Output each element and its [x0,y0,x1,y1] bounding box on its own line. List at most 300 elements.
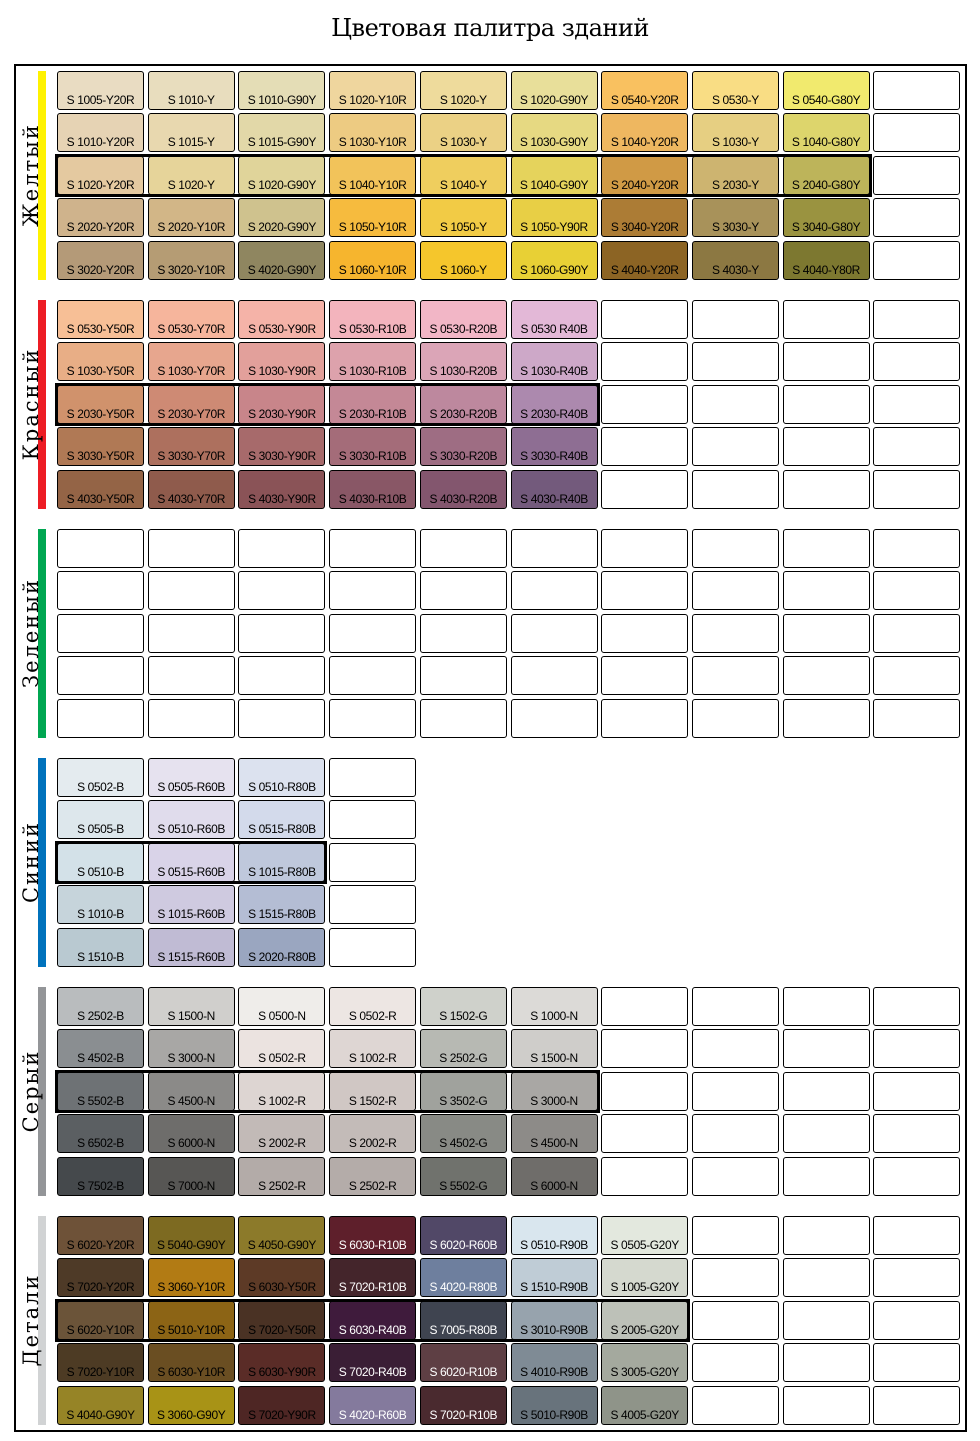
empty-swatch[interactable] [873,1343,960,1382]
empty-swatch[interactable] [329,571,416,610]
color-swatch[interactable] [238,1157,325,1196]
empty-swatch[interactable] [692,427,779,466]
empty-swatch[interactable] [692,470,779,509]
empty-swatch[interactable] [692,1114,779,1153]
color-swatch[interactable] [511,470,598,509]
empty-swatch[interactable] [57,529,144,568]
swatch-code: S 1020-G90Y [247,177,317,192]
color-swatch[interactable] [329,470,416,509]
empty-swatch[interactable] [873,1157,960,1196]
empty-swatch[interactable] [329,800,416,839]
swatch-code: S 1060-G90Y [519,262,589,277]
swatch-code: S 4005-G20Y [610,1407,679,1422]
empty-swatch[interactable] [692,1072,779,1111]
color-swatch[interactable] [329,1029,416,1068]
color-swatch[interactable] [238,427,325,466]
color-swatch[interactable] [420,987,507,1026]
empty-swatch[interactable] [692,529,779,568]
empty-swatch[interactable] [873,198,960,237]
swatch-code: S 0510-R60B [157,822,226,837]
swatch-code: S 2030-R10B [338,406,407,421]
empty-swatch[interactable] [783,656,870,695]
empty-swatch[interactable] [873,1216,960,1255]
swatch-code: S 4502-G [439,1136,488,1151]
empty-swatch[interactable] [511,656,598,695]
color-swatch[interactable] [148,987,235,1026]
empty-swatch[interactable] [148,656,235,695]
color-swatch[interactable] [601,113,688,152]
color-swatch[interactable] [601,1386,688,1425]
color-swatch[interactable] [783,156,870,195]
empty-swatch[interactable] [783,1258,870,1297]
swatch-code: S 4020-R60B [338,1407,407,1422]
color-swatch[interactable] [57,342,144,381]
empty-swatch[interactable] [873,71,960,110]
empty-swatch[interactable] [692,1216,779,1255]
empty-swatch[interactable] [601,342,688,381]
empty-swatch[interactable] [783,1301,870,1340]
empty-swatch[interactable] [601,987,688,1026]
color-swatch[interactable] [511,342,598,381]
empty-swatch[interactable] [329,928,416,967]
color-swatch[interactable] [692,113,779,152]
color-swatch[interactable] [57,1072,144,1111]
color-swatch[interactable] [329,1072,416,1111]
empty-swatch[interactable] [873,571,960,610]
color-swatch[interactable] [783,71,870,110]
empty-swatch[interactable] [692,1029,779,1068]
color-swatch[interactable] [57,1157,144,1196]
color-swatch[interactable] [601,1216,688,1255]
color-swatch[interactable] [420,1216,507,1255]
color-swatch[interactable] [148,1301,235,1340]
color-swatch[interactable] [329,385,416,424]
empty-swatch[interactable] [511,529,598,568]
color-swatch[interactable] [420,156,507,195]
empty-swatch[interactable] [329,758,416,797]
empty-swatch[interactable] [783,342,870,381]
empty-swatch[interactable] [329,529,416,568]
color-swatch[interactable] [511,1029,598,1068]
color-swatch[interactable] [420,1386,507,1425]
swatch-code: S 1040-Y20R [610,135,679,150]
color-swatch[interactable] [238,1072,325,1111]
color-swatch[interactable] [57,71,144,110]
color-swatch[interactable] [57,758,144,797]
color-swatch[interactable] [148,71,235,110]
empty-swatch[interactable] [601,529,688,568]
swatch-code: S 3502-G [439,1093,488,1108]
color-swatch[interactable] [420,1258,507,1297]
swatch-code: S 7502-B [77,1178,124,1193]
color-swatch[interactable] [238,198,325,237]
empty-swatch[interactable] [783,1114,870,1153]
color-swatch[interactable] [148,885,235,924]
empty-swatch[interactable] [692,656,779,695]
color-swatch[interactable] [148,113,235,152]
color-swatch[interactable] [238,987,325,1026]
empty-swatch[interactable] [57,614,144,653]
color-swatch[interactable] [329,1114,416,1153]
swatch-code: S 1030-Y90R [248,364,316,379]
color-swatch[interactable] [238,385,325,424]
empty-swatch[interactable] [511,614,598,653]
empty-swatch[interactable] [873,656,960,695]
color-swatch[interactable] [238,113,325,152]
empty-swatch[interactable] [783,1072,870,1111]
color-swatch[interactable] [329,241,416,280]
empty-swatch[interactable] [238,656,325,695]
color-swatch[interactable] [420,1301,507,1340]
color-swatch[interactable] [57,385,144,424]
empty-swatch[interactable] [783,1157,870,1196]
color-swatch[interactable] [511,427,598,466]
empty-swatch[interactable] [783,470,870,509]
empty-swatch[interactable] [601,1072,688,1111]
empty-swatch[interactable] [601,699,688,738]
empty-swatch[interactable] [783,1386,870,1425]
empty-swatch[interactable] [57,656,144,695]
swatch-code: S 2020-Y20R [66,220,135,235]
color-swatch[interactable] [692,71,779,110]
empty-swatch[interactable] [601,614,688,653]
color-swatch[interactable] [148,928,235,967]
color-swatch[interactable] [57,1343,144,1382]
empty-swatch[interactable] [873,427,960,466]
color-swatch[interactable] [148,385,235,424]
color-swatch[interactable] [238,885,325,924]
color-swatch[interactable] [511,300,598,339]
empty-swatch[interactable] [692,571,779,610]
color-swatch[interactable] [420,1072,507,1111]
empty-swatch[interactable] [329,614,416,653]
empty-swatch[interactable] [873,156,960,195]
empty-swatch[interactable] [692,1301,779,1340]
color-swatch[interactable] [511,71,598,110]
color-swatch[interactable] [420,427,507,466]
color-swatch[interactable] [420,1029,507,1068]
color-swatch[interactable] [511,1216,598,1255]
color-swatch[interactable] [420,342,507,381]
empty-swatch[interactable] [511,571,598,610]
swatch-code: S 2502-G [439,1051,488,1066]
color-swatch[interactable] [148,843,235,882]
color-swatch[interactable] [692,241,779,280]
color-swatch[interactable] [783,198,870,237]
empty-swatch[interactable] [420,614,507,653]
color-swatch[interactable] [148,470,235,509]
color-swatch[interactable] [238,1301,325,1340]
color-swatch[interactable] [148,300,235,339]
swatch-code: S 6030-Y90R [248,1365,316,1380]
color-swatch[interactable] [57,800,144,839]
color-swatch[interactable] [511,113,598,152]
color-swatch[interactable] [238,758,325,797]
empty-swatch[interactable] [873,529,960,568]
empty-swatch[interactable] [601,571,688,610]
color-swatch[interactable] [783,241,870,280]
empty-swatch[interactable] [873,241,960,280]
color-swatch[interactable] [329,156,416,195]
empty-swatch[interactable] [148,529,235,568]
swatch-code: S 4050-G90Y [247,1238,317,1252]
color-swatch[interactable] [601,198,688,237]
color-swatch[interactable] [57,987,144,1026]
color-swatch[interactable] [238,300,325,339]
swatch-code: S 2020-Y10R [157,220,226,235]
empty-swatch[interactable] [873,1301,960,1340]
color-swatch[interactable] [57,1258,144,1297]
color-swatch[interactable] [329,342,416,381]
color-swatch[interactable] [148,800,235,839]
empty-swatch[interactable] [601,470,688,509]
color-swatch[interactable] [57,1114,144,1153]
empty-swatch[interactable] [601,656,688,695]
empty-swatch[interactable] [238,699,325,738]
empty-swatch[interactable] [420,529,507,568]
empty-swatch[interactable] [420,656,507,695]
color-swatch[interactable] [420,1114,507,1153]
color-swatch[interactable] [601,1301,688,1340]
empty-swatch[interactable] [148,614,235,653]
color-swatch[interactable] [329,1258,416,1297]
color-swatch[interactable] [511,1157,598,1196]
color-swatch[interactable] [238,843,325,882]
color-swatch[interactable] [420,1157,507,1196]
color-swatch[interactable] [57,156,144,195]
color-swatch[interactable] [57,928,144,967]
swatch-code: S 1015-R80B [248,864,316,879]
empty-swatch[interactable] [873,1029,960,1068]
empty-swatch[interactable] [783,571,870,610]
color-swatch[interactable] [148,758,235,797]
color-swatch[interactable] [57,470,144,509]
color-swatch[interactable] [511,1386,598,1425]
empty-swatch[interactable] [783,614,870,653]
empty-swatch[interactable] [783,427,870,466]
color-swatch[interactable] [692,156,779,195]
color-swatch[interactable] [329,427,416,466]
empty-swatch[interactable] [238,571,325,610]
empty-swatch[interactable] [329,885,416,924]
color-swatch[interactable] [601,71,688,110]
swatch-code: S 0530-R10B [338,322,407,336]
swatch-code: S 3000-N [530,1093,578,1108]
color-swatch[interactable] [601,241,688,280]
empty-swatch[interactable] [420,571,507,610]
page-title: Цветовая палитра зданий [331,14,649,42]
color-swatch[interactable] [148,1072,235,1111]
color-swatch[interactable] [238,71,325,110]
color-swatch[interactable] [420,71,507,110]
empty-swatch[interactable] [238,614,325,653]
color-swatch[interactable] [329,1386,416,1425]
color-swatch[interactable] [57,1216,144,1255]
color-swatch[interactable] [420,241,507,280]
color-swatch[interactable] [511,241,598,280]
empty-swatch[interactable] [873,614,960,653]
color-swatch[interactable] [420,470,507,509]
color-swatch[interactable] [601,1343,688,1382]
empty-swatch[interactable] [601,1114,688,1153]
swatch-code: S 2020-G90Y [247,220,317,235]
empty-swatch[interactable] [148,699,235,738]
empty-swatch[interactable] [601,427,688,466]
color-swatch[interactable] [57,241,144,280]
color-swatch[interactable] [238,1343,325,1382]
color-swatch[interactable] [57,427,144,466]
color-swatch[interactable] [511,1258,598,1297]
empty-swatch[interactable] [238,529,325,568]
color-swatch[interactable] [329,300,416,339]
empty-swatch[interactable] [329,843,416,882]
empty-swatch[interactable] [57,699,144,738]
empty-swatch[interactable] [601,300,688,339]
empty-swatch[interactable] [692,342,779,381]
empty-swatch[interactable] [873,1258,960,1297]
color-swatch[interactable] [238,1216,325,1255]
swatch-code: S 1010-B [77,907,124,922]
swatch-code: S 5040-G90Y [157,1238,226,1252]
color-swatch[interactable] [238,241,325,280]
empty-swatch[interactable] [783,1343,870,1382]
color-swatch[interactable] [148,1114,235,1153]
color-swatch[interactable] [148,1157,235,1196]
empty-swatch[interactable] [511,699,598,738]
color-swatch[interactable] [148,342,235,381]
empty-swatch[interactable] [873,470,960,509]
color-swatch[interactable] [329,113,416,152]
color-swatch[interactable] [57,198,144,237]
swatch-code: S 6020-R60B [429,1238,498,1252]
color-swatch[interactable] [57,113,144,152]
color-swatch[interactable] [511,156,598,195]
swatch-code: S 4040-G90Y [66,1407,135,1422]
swatch-code: S 0515-R60B [157,864,226,879]
color-swatch[interactable] [329,1301,416,1340]
color-swatch[interactable] [57,1029,144,1068]
color-swatch[interactable] [329,198,416,237]
color-swatch[interactable] [148,241,235,280]
swatch-code: S 6020-R10B [429,1365,498,1380]
color-swatch[interactable] [148,156,235,195]
empty-swatch[interactable] [873,300,960,339]
color-swatch[interactable] [238,1386,325,1425]
empty-swatch[interactable] [692,385,779,424]
empty-swatch[interactable] [420,699,507,738]
color-swatch[interactable] [148,1029,235,1068]
color-swatch[interactable] [329,71,416,110]
color-swatch[interactable] [420,198,507,237]
color-swatch[interactable] [238,800,325,839]
empty-swatch[interactable] [601,1029,688,1068]
swatch-code: S 4500-N [167,1093,215,1108]
empty-swatch[interactable] [783,699,870,738]
color-swatch[interactable] [511,987,598,1026]
color-swatch[interactable] [511,1301,598,1340]
color-swatch[interactable] [511,1114,598,1153]
color-swatch[interactable] [783,113,870,152]
color-swatch[interactable] [329,1216,416,1255]
empty-swatch[interactable] [783,300,870,339]
empty-swatch[interactable] [783,529,870,568]
empty-swatch[interactable] [692,1386,779,1425]
color-swatch[interactable] [238,342,325,381]
color-swatch[interactable] [329,1343,416,1382]
empty-swatch[interactable] [873,987,960,1026]
color-swatch[interactable] [148,198,235,237]
empty-swatch[interactable] [873,1386,960,1425]
color-swatch[interactable] [420,300,507,339]
color-swatch[interactable] [148,1216,235,1255]
empty-swatch[interactable] [601,1157,688,1196]
empty-swatch[interactable] [148,571,235,610]
empty-swatch[interactable] [873,342,960,381]
empty-swatch[interactable] [873,699,960,738]
empty-swatch[interactable] [873,113,960,152]
color-swatch[interactable] [329,1157,416,1196]
empty-swatch[interactable] [783,1216,870,1255]
color-swatch[interactable] [148,1343,235,1382]
color-swatch[interactable] [420,1343,507,1382]
empty-swatch[interactable] [873,1072,960,1111]
empty-swatch[interactable] [692,614,779,653]
color-swatch[interactable] [57,885,144,924]
color-swatch[interactable] [57,300,144,339]
empty-swatch[interactable] [601,385,688,424]
empty-swatch[interactable] [329,699,416,738]
color-swatch[interactable] [511,385,598,424]
color-swatch[interactable] [238,928,325,967]
empty-swatch[interactable] [692,1157,779,1196]
empty-swatch[interactable] [57,571,144,610]
empty-swatch[interactable] [692,1258,779,1297]
color-swatch[interactable] [57,843,144,882]
color-swatch[interactable] [238,1258,325,1297]
color-swatch[interactable] [148,1386,235,1425]
color-swatch[interactable] [511,1343,598,1382]
color-swatch[interactable] [511,1072,598,1111]
color-swatch[interactable] [692,198,779,237]
color-swatch[interactable] [329,987,416,1026]
color-swatch[interactable] [511,198,598,237]
color-swatch[interactable] [420,113,507,152]
empty-swatch[interactable] [783,385,870,424]
empty-swatch[interactable] [692,699,779,738]
color-swatch[interactable] [601,1258,688,1297]
swatch-code: S 3000-N [167,1051,215,1066]
empty-swatch[interactable] [329,656,416,695]
swatch-code: S 1500-N [167,1009,215,1023]
color-swatch[interactable] [57,1301,144,1340]
empty-swatch[interactable] [783,987,870,1026]
color-swatch[interactable] [420,385,507,424]
empty-swatch[interactable] [692,987,779,1026]
color-swatch[interactable] [238,470,325,509]
color-swatch[interactable] [238,1114,325,1153]
color-swatch[interactable] [601,156,688,195]
empty-swatch[interactable] [692,300,779,339]
empty-swatch[interactable] [873,1114,960,1153]
color-swatch[interactable] [148,1258,235,1297]
empty-swatch[interactable] [783,1029,870,1068]
empty-swatch[interactable] [873,385,960,424]
color-swatch[interactable] [57,1386,144,1425]
empty-swatch[interactable] [692,1343,779,1382]
color-swatch[interactable] [238,1029,325,1068]
color-swatch[interactable] [148,427,235,466]
color-swatch[interactable] [238,156,325,195]
